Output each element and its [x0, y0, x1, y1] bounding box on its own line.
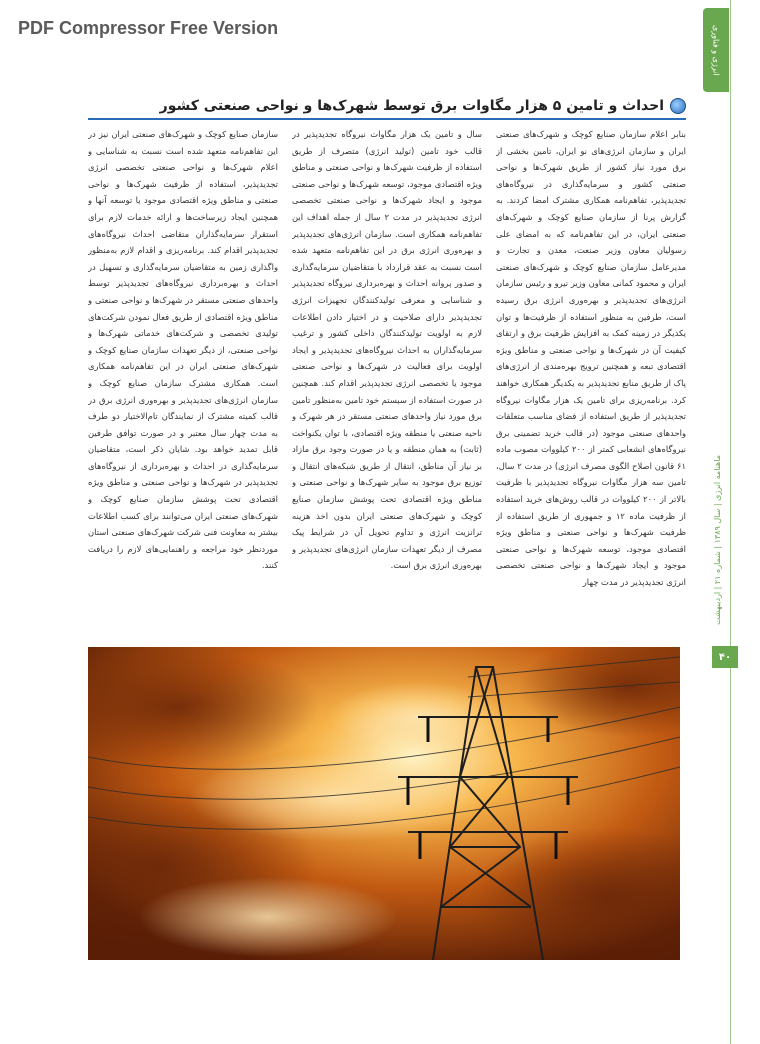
margin-divider: [730, 0, 731, 1044]
article-column-1-text: بنابر اعلام سازمان صنایع کوچک و شهرک‌های صنعتی ایران و سازمان انرژی‌های نو ایران، تامین بخشی از برق مورد نیاز کشور از طریق شهرک‌ها و نواحی صنعتی کشور و سرمایه‌گذاری در نیروگاه‌های تجدیدپذیر، تفاهم‌نامه همکاری مشترک امضا کردند. به گزارش پرنا از سازمان صنایع کوچک و شهرک‌های صنعتی ایران، در این تفاهم‌نامه که به امضای علی رسولیان معاون وزیر صنعت، معدن و تجارت و مدیرعامل سازمان صنایع کوچک و شهرک‌های صنعتی ایران و محمود کمانی معاون وزیر نیرو و رئیس سازمان انرژی‌های تجدیدپذیر و بهره‌وری انرژی برق رسیده است، طرفین به منظور استفاده از ظرفیت‌ها و توان یکدیگر در زمینه کمک به افزایش ظرفیت برق و ارتقای کیفیت آن در شهرک‌ها و نواحی صنعتی و مناطق ویژه اقتصادی تبعه و همچنین ترویج بهره‌مندی از انرژی‌های پاک از طریق منابع تجدیدپذیر به یکدیگر همکاری خواهند کرد. برنامه‌ریزی برای تامین یک هزار مگاوات نیروگاه تجدیدپذیر از طریق استفاده از فضای مناسب متعلقات واحدهای صنعتی موجود (در قالب خرید تضمینی برق نیروگاه‌های انشعابی کمتر از ۲۰۰ کیلووات مصوب ماده ۶۱ قانون اصلاح الگوی مصرف انرژی) در مدت ۲ سال، تامین سه هزار مگاوات نیروگاه تجدیدپذیر با ظرفیت بالاتر از ۲۰۰ کیلووات در قالب روش‌های خرید استفاده از ظرفیت ماده ۱۲ و جمهوری از طریق استفاده از ظرفیت شهرک‌ها و نواحی صنعتی و مناطق ویژه اقتصادی موجود، توسعه شهرک‌ها و نواحی صنعتی موجود و ایجاد شهرک‌ها و نواحی صنعتی تخصصی انرژی تجدیدپذیر در مدت چهار: [496, 129, 686, 588]
article-column-2-text: سال و تامین یک هزار مگاوات نیروگاه تجدیدپذیر در قالب خود تامین (تولید انرژی) متصرف از طریق استفاده از ظرفیت شهرک‌ها و نواحی صنعتی و مناطق ویژه اقتصادی موجود، توسعه شهرک‌ها و نواحی صنعتی موجود و ایجاد شهرک‌ها و نواحی صنعتی تخصصی انرژی تجدیدپذیر در مدت ۲ سال از جمله اهداف این تفاهم‌نامه همکاری است. سازمان انرژی‌های تجدیدپذیر و بهره‌وری انرژی برق در این تفاهم‌نامه متعهد شده است نسبت به عقد قرارداد با متقاضیان سرمایه‌گذاری و صدور پروانه احداث و بهره‌برداری نیروگاه تجدیدپذیر و شناسایی و معرفی تولیدکنندگان تجهیزات انرژی تجدیدپذیر دارای صلاحیت و در اختیار دادن اطلاعات لازم به اولویت تولیدکنندگان داخلی کشور و ترغیب سرمایه‌گذاران به احداث نیروگاه‌های تجدیدپذیر و ایجاد اولویت برای فعالیت در شهرک‌ها و نواحی صنعتی موجود یا تخصصی انرژی تجدیدپذیر اقدام کند. همچنین در صورت استفاده از سیستم خود تامین به‌منظور تامین برق مورد نیاز واحدهای صنعتی مستقر در هر شهرک و ناحیه صنعتی یا منطقه ویژه اقتصادی، با توان یکنواخت (ثابت) به همان منطقه و یا در صورت وجود برق مازاد بر نیاز آن مناطق، انتقال از طریق شبکه‌های انتقال و توزیع برق موجود به سایر شهرک‌ها و نواحی صنعتی و مناطق ویژه اقتصادی تحت پوشش سازمان صنایع کوچک و شهرک‌های صنعتی ایران بدون اخذ هزینه ترانزیت انرژی و تداوم تحویل آن در شرایط پیک مصرف از دیگر تعهدات سازمان انرژی‌های تجدیدپذیر و بهره‌وری انرژی برق است.: [292, 129, 482, 571]
section-tab-label: انرژی و فناوری: [711, 24, 721, 76]
article-column-2: [292, 126, 482, 666]
section-tab: [703, 8, 729, 92]
article-body: [88, 126, 686, 666]
watermark-text: PDF Compressor Free Version: [18, 18, 279, 38]
article-title: احداث و تامین ۵ هزار مگاوات برق توسط شهرک‌ها و نواحی صنعتی کشور: [159, 98, 664, 114]
article-column-1: [496, 126, 686, 666]
page-number: ۴۰: [712, 646, 738, 668]
power-tower-illustration: [88, 647, 680, 960]
article-column-3-text: سازمان صنایع کوچک و شهرک‌های صنعتی ایران نیز در این تفاهم‌نامه متعهد شده است نسبت به شناسایی و اعلام شهرک‌ها و نواحی صنعتی تخصصی انرژی تجدیدپذیر، استفاده از ظرفیت شهرک‌ها و نواحی صنعتی و مناطق ویژه اقتصادی موجود یا توسعه آنها و همچنین ایجاد زیرساخت‌ها و ارائه خدمات لازم برای استقرار سرمایه‌گذاران متقاضی احداث نیروگاه‌های تجدیدپذیر اقدام کند. برنامه‌ریزی و اقدام لازم به‌منظور واگذاری زمین به متقاضیان سرمایه‌گذاری و تسهیل در احداث و بهره‌برداری نیروگاه‌های تجدیدپذیر توسط واحدهای صنعتی مستقر در شهرک‌ها و نواحی صنعتی و مناطق ویژه اقتصادی از طریق فعال نمودن شرکت‌های تولیدی تخصصی و شرکت‌های خدماتی شهرک‌ها و نواحی صنعتی، از دیگر تعهدات سازمان صنایع کوچک و شهرک‌های صنعتی ایران در این تفاهم‌نامه همکاری است. همکاری مشترک سازمان صنایع کوچک و سازمان انرژی‌های تجدیدپذیر و بهره‌وری انرژی برق در قالب کمیته مشترک از نمایندگان تام‌الاختیار دو طرف به مدت چهار سال معتبر و در صورت توافق طرفین قابل تمدید خواهد بود. شایان ذکر است، متقاضیان سرمایه‌گذاری در احداث و بهره‌برداری از نیروگاه‌های تجدیدپذیر در شهرک‌ها و نواحی صنعتی و مناطق ویژه اقتصادی تحت پوشش سازمان صنایع کوچک و شهرک‌های صنعتی ایران می‌توانند برای کسب اطلاعات بیشتر به معاونت فنی شرکت شهرک‌های صنعتی استان موردنظر خود مراجعه و راهنمایی‌های لازم را دریافت کنند.: [88, 129, 278, 571]
journal-info: [708, 430, 726, 650]
globe-bullet-icon: [670, 98, 686, 114]
article-header: [159, 94, 686, 118]
journal-info-label: ماهنامه انرژی | سال ۱۳۸۹ | شماره ۲۱ | اردیبهشت: [712, 455, 722, 625]
article-column-3: [88, 126, 278, 666]
power-tower-photo: [88, 647, 680, 960]
title-rule: [88, 118, 686, 120]
